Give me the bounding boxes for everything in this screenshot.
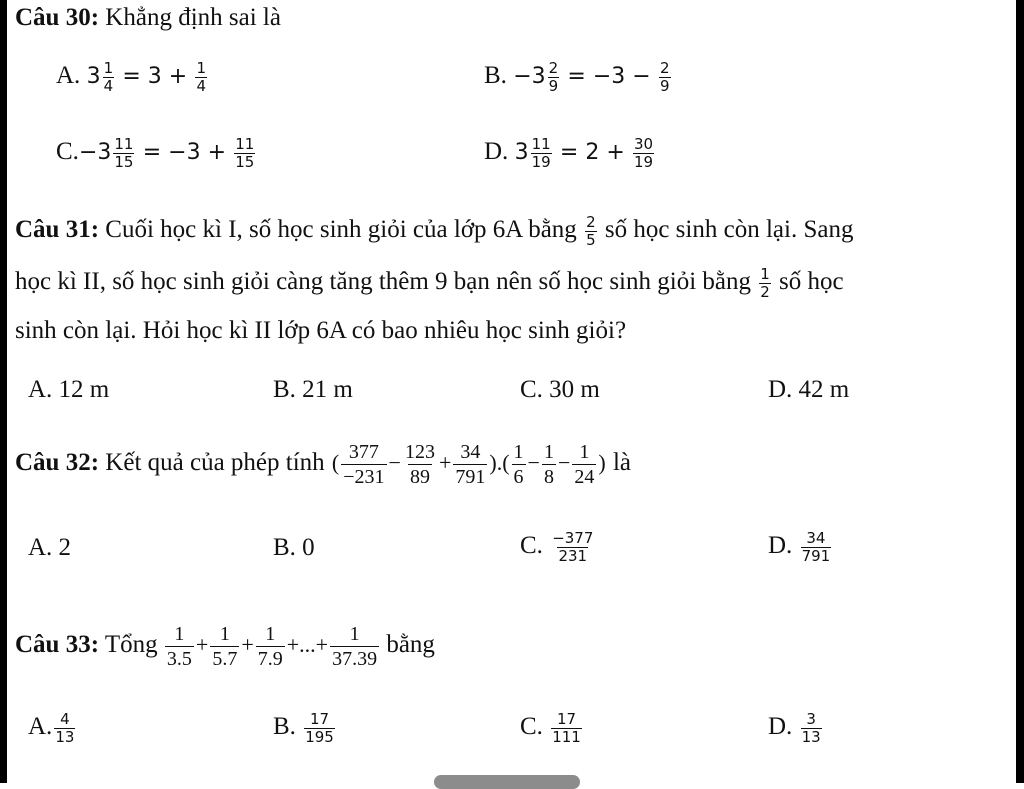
operator: + xyxy=(195,632,209,658)
fraction: $\frac{123}{89}$ xyxy=(404,441,435,488)
fraction: $\frac{2}{9}$ xyxy=(659,59,670,95)
q31-text: số học sinh còn lại. Sang xyxy=(604,216,854,244)
equation-rhs: = 2 + xyxy=(559,140,625,166)
q33-option-c[interactable] xyxy=(520,711,584,746)
option-key: C. xyxy=(520,713,543,741)
left-border xyxy=(0,0,7,783)
right-border xyxy=(1016,0,1024,783)
q31-line-3: sinh còn lại. Hỏi học kì II lớp 6A có bao nhiêu học sinh giỏi? xyxy=(15,317,627,344)
fraction: $\frac{1}{37.39}$ xyxy=(332,623,378,670)
q31-line-2 xyxy=(15,266,844,301)
fraction: $\frac{11}{15}$ xyxy=(114,135,134,171)
fraction: $\frac{1}{4}$ xyxy=(103,59,114,95)
q32-option-d[interactable] xyxy=(768,530,833,565)
fraction: $\frac{377}{-231}$ xyxy=(343,441,385,488)
fraction: $\frac{1}{3.5}$ xyxy=(166,623,192,670)
mixed-whole: −3 xyxy=(78,140,112,166)
option-key: C. xyxy=(520,532,543,560)
q31-option-c[interactable]: C. 30 m xyxy=(520,376,600,403)
q30-stem xyxy=(15,3,281,33)
q33-tail: bằng xyxy=(386,631,435,659)
q32-option-b[interactable]: B. 0 xyxy=(273,534,315,561)
fraction: $\frac{1}{6}$ xyxy=(513,441,524,488)
fraction: $\frac{1}{5.7}$ xyxy=(212,623,238,670)
paren: ) xyxy=(598,450,606,476)
q31-line-1 xyxy=(15,214,853,249)
paren: ( xyxy=(331,450,340,476)
equation-rhs: = −3 + xyxy=(142,140,227,166)
fraction: $\frac{-377}{231}$ xyxy=(552,529,594,565)
q32-option-a[interactable]: A. 2 xyxy=(28,534,72,561)
q31-option-d[interactable]: D. 42 m xyxy=(768,376,850,403)
q32-tail: là xyxy=(612,449,631,477)
q31-text: Cuối học kì I, số học sinh giỏi của lớp 6A bằng xyxy=(105,216,577,244)
fraction: $\frac{2}{5}$ xyxy=(586,213,596,249)
mixed-whole: 3 xyxy=(514,140,529,166)
operator: − xyxy=(388,450,401,476)
fraction: $\frac{2}{9}$ xyxy=(548,59,559,95)
q33-option-a[interactable] xyxy=(28,711,77,746)
fraction: $\frac{30}{19}$ xyxy=(634,135,654,171)
equation-rhs: = 3 + xyxy=(122,64,188,90)
q33-option-b[interactable] xyxy=(273,711,337,746)
operator: + xyxy=(241,632,254,658)
fraction: $\frac{1}{24}$ xyxy=(574,441,595,488)
q30-option-c[interactable] xyxy=(56,136,257,171)
option-key: C. xyxy=(56,138,79,166)
option-key: B. xyxy=(484,62,507,90)
fraction: $\frac{1}{8}$ xyxy=(543,441,554,488)
fraction: $\frac{11}{19}$ xyxy=(531,135,551,171)
q30-option-d[interactable] xyxy=(484,136,656,171)
option-key: A. xyxy=(56,62,81,90)
q33-label: Câu 33: xyxy=(15,631,100,659)
q30-text: Khẳng định sai là xyxy=(105,4,281,31)
home-indicator[interactable] xyxy=(434,775,580,789)
fraction: $\frac{1}{2}$ xyxy=(760,265,770,301)
fraction: $\frac{4}{13}$ xyxy=(55,710,75,746)
operator: + xyxy=(438,450,452,476)
q33-text: Tổng xyxy=(104,631,158,659)
fraction: $\frac{34}{791}$ xyxy=(801,529,831,565)
equation-rhs: = −3 − xyxy=(567,64,651,90)
q31-label: Câu 31: xyxy=(15,216,100,244)
fraction: $\frac{11}{15}$ xyxy=(235,135,255,171)
mixed-whole: 3 xyxy=(86,64,101,90)
option-key: D. xyxy=(768,532,793,560)
fraction: $\frac{17}{195}$ xyxy=(305,710,334,746)
option-key: A. xyxy=(28,713,53,741)
q30-option-a[interactable] xyxy=(56,60,209,95)
operator: − xyxy=(527,450,540,476)
q32-text: Kết quả của phép tính xyxy=(105,449,325,477)
operator: +...+ xyxy=(286,632,329,658)
q31-text: số học xyxy=(779,268,844,296)
q31-option-a[interactable]: A. 12 m xyxy=(28,376,110,403)
option-key: D. xyxy=(768,713,793,741)
option-key: B. xyxy=(273,713,296,741)
q32-option-c[interactable] xyxy=(520,530,596,565)
fraction: $\frac{1}{4}$ xyxy=(196,59,207,95)
fraction: $\frac{34}{791}$ xyxy=(455,441,486,488)
mixed-whole: −3 xyxy=(513,64,546,90)
fraction: $\frac{3}{13}$ xyxy=(801,710,821,746)
q30-option-b[interactable] xyxy=(484,60,673,95)
q30-label: Câu 30: xyxy=(15,4,100,31)
fraction: $\frac{17}{111}$ xyxy=(552,710,581,746)
q31-text: học kì II, số học sinh giỏi càng tăng thêm 9 bạn nên số học sinh giỏi bằng xyxy=(15,268,751,296)
q33-option-d[interactable] xyxy=(768,711,824,746)
fraction: $\frac{1}{7.9}$ xyxy=(257,623,283,670)
q32-stem xyxy=(15,440,631,489)
paren: ).( xyxy=(489,450,510,476)
operator: − xyxy=(557,450,571,476)
q32-label: Câu 32: xyxy=(15,449,100,477)
q33-stem xyxy=(15,622,435,671)
q31-option-b[interactable]: B. 21 m xyxy=(273,376,353,403)
option-key: D. xyxy=(484,138,509,166)
